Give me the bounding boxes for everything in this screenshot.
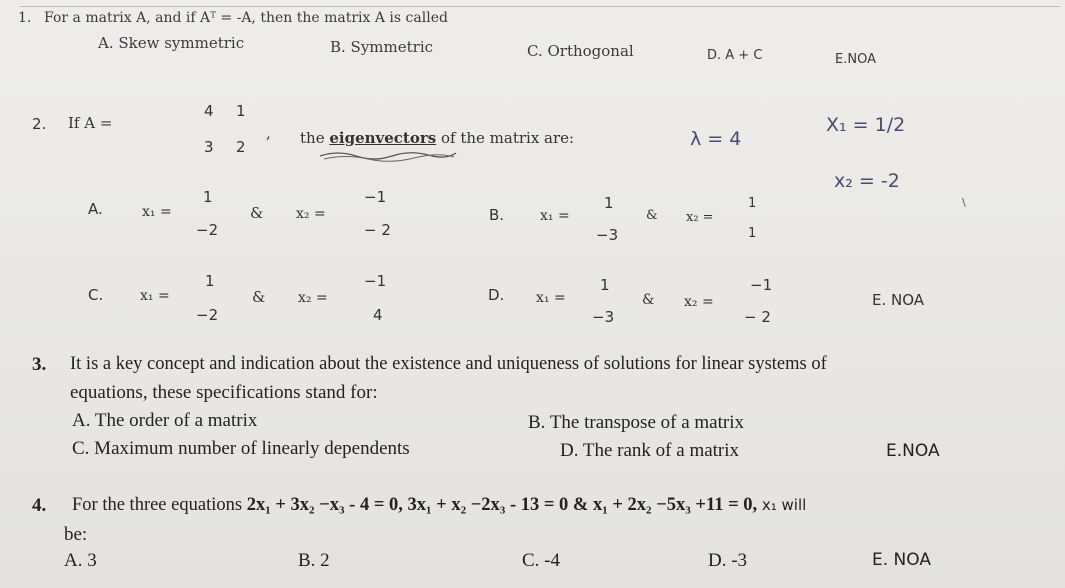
q2-text-before: the xyxy=(300,129,330,147)
q4-text-end: x₁ will xyxy=(757,496,807,514)
q2-option-a-x1-label: x₁ = xyxy=(142,204,172,220)
q1-number: 1. xyxy=(18,10,32,26)
q2-question-text xyxy=(300,129,574,147)
q2-option-c-x2-top: −1 xyxy=(364,272,387,290)
q2-option-a-amp: & xyxy=(250,204,264,222)
q2-option-b-label[interactable]: B. xyxy=(489,206,505,224)
q2-prefix: If A = xyxy=(68,114,113,132)
q2-option-a-x1-bottom: −2 xyxy=(196,221,219,239)
q4-text xyxy=(72,495,806,516)
q2-option-c-x1-label: x₁ = xyxy=(140,288,170,304)
q2-option-c-x1-bottom: −2 xyxy=(196,306,219,324)
q2-option-a-x2-label: x₂ = xyxy=(296,206,326,222)
q2-option-b-x1-bottom: −3 xyxy=(596,226,619,244)
q2-option-a-label[interactable]: A. xyxy=(88,200,103,218)
q2-option-b-x2-bottom: 1 xyxy=(748,226,757,241)
q1-option-c[interactable]: C. Orthogonal xyxy=(527,42,634,60)
q2-matrix-a11: 4 xyxy=(204,102,214,120)
q4-number: 4. xyxy=(32,495,47,516)
handwritten-x1: X₁ = 1/2 xyxy=(826,114,906,136)
q2-option-d-x1-top: 1 xyxy=(600,276,610,294)
q2-option-c-x2-label: x₂ = xyxy=(298,290,328,306)
q4-option-c[interactable]: C. -4 xyxy=(522,550,560,571)
top-rule xyxy=(20,6,1060,7)
q2-matrix-a12: 1 xyxy=(236,102,246,120)
q2-option-d-x2-top: −1 xyxy=(750,276,773,294)
q1-text: For a matrix A, and if Aᵀ = -A, then the matrix A is called xyxy=(44,10,448,26)
q2-option-b-amp: & xyxy=(646,208,658,223)
q1-option-a[interactable]: A. Skew symmetric xyxy=(98,34,245,52)
q2-option-c-label[interactable]: C. xyxy=(88,286,104,304)
q2-option-b-x1-label: x₁ = xyxy=(540,208,570,224)
q2-option-d-x2-bottom: − 2 xyxy=(744,308,771,326)
q3-option-d[interactable]: D. The rank of a matrix xyxy=(560,440,740,461)
q4-equations: 2x₁ + 3x₂ −x₃ - 4 = 0, 3x₁ + x₂ −2x₃ - 13 = 0 & x₁ + 2x₂ −5x₃ +11 = 0, xyxy=(246,495,758,515)
q2-keyword-eigenvectors: eigenvectors xyxy=(329,129,437,147)
handwritten-eigenvalue: λ = 4 xyxy=(690,128,742,150)
q1-option-d[interactable]: D. A + C xyxy=(707,48,763,63)
q2-text-after: of the matrix are: xyxy=(436,129,575,147)
q2-option-a-x2-bottom: − 2 xyxy=(364,221,391,239)
q1-option-b[interactable]: B. Symmetric xyxy=(330,38,434,56)
q3-number: 3. xyxy=(32,354,47,375)
q3-line1: It is a key concept and indication about the existence and uniqueness of solutions for linear systems of xyxy=(70,354,827,374)
q2-comma: , xyxy=(266,124,271,142)
q4-line2: be: xyxy=(64,524,88,545)
underline-scribble xyxy=(318,148,458,162)
q2-matrix-a21: 3 xyxy=(204,138,214,156)
q2-option-b-x1-top: 1 xyxy=(604,194,614,212)
q2-option-a-x1-top: 1 xyxy=(203,188,213,206)
q2-option-b-x2-top: 1 xyxy=(748,196,757,211)
q2-option-e[interactable]: E. NOA xyxy=(872,291,925,309)
q2-option-d-amp: & xyxy=(642,292,655,308)
q2-number: 2. xyxy=(32,115,47,133)
q2-option-d-label[interactable]: D. xyxy=(488,286,505,304)
q3-option-b[interactable]: B. The transpose of a matrix xyxy=(528,412,744,433)
q2-option-d-x1-bottom: −3 xyxy=(592,308,615,326)
q3-option-c[interactable]: C. Maximum number of linearly dependents xyxy=(72,438,410,459)
q2-matrix-a22: 2 xyxy=(236,138,246,156)
q4-text-start: For the three equations xyxy=(72,495,247,515)
q2-option-c-x1-top: 1 xyxy=(205,272,215,290)
q2-option-c-amp: & xyxy=(252,288,266,306)
q2-option-c-x2-bottom: 4 xyxy=(373,306,383,324)
q2-option-b-x2-label: x₂ = xyxy=(686,210,714,225)
q4-option-a[interactable]: A. 3 xyxy=(64,550,97,571)
q4-option-b[interactable]: B. 2 xyxy=(298,550,330,571)
q2-option-a-x2-top: −1 xyxy=(364,188,387,206)
q1-option-e[interactable]: E.NOA xyxy=(835,52,876,67)
q2-option-d-x1-label: x₁ = xyxy=(536,290,566,306)
q3-line2: equations, these specifications stand for: xyxy=(70,382,378,403)
q2-option-d-x2-label: x₂ = xyxy=(684,294,714,310)
handwritten-x2: x₂ = -2 xyxy=(834,170,900,192)
q4-option-d[interactable]: D. -3 xyxy=(708,550,748,571)
q3-option-e[interactable]: E.NOA xyxy=(886,441,940,461)
q4-option-e[interactable]: E. NOA xyxy=(872,550,931,570)
handwritten-tick: \ xyxy=(962,196,966,209)
q3-option-a[interactable]: A. The order of a matrix xyxy=(72,410,258,431)
